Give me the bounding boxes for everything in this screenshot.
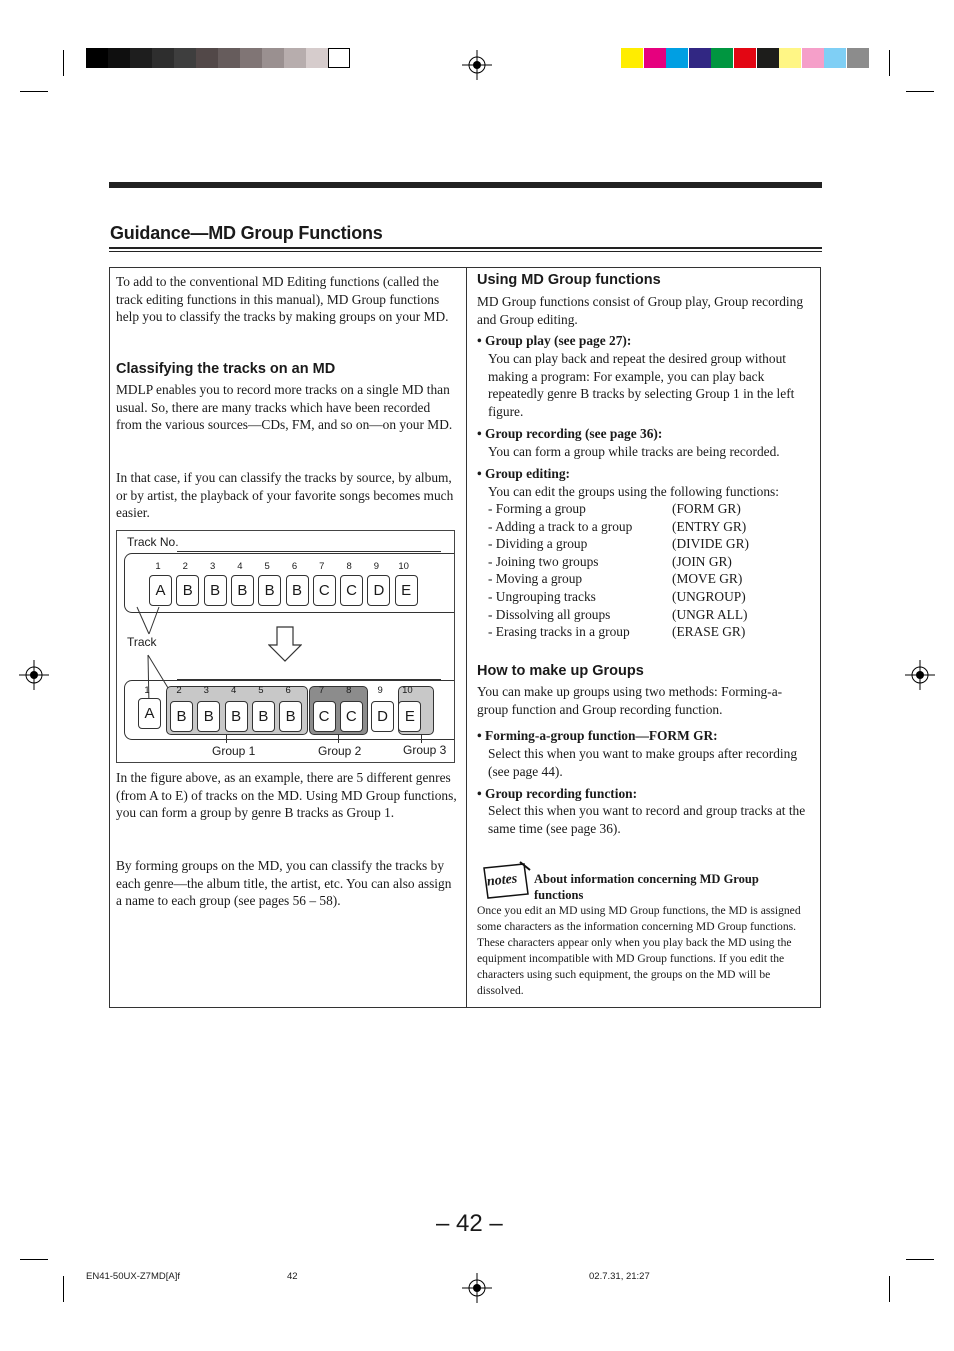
color-swatch bbox=[734, 48, 756, 68]
track-number: 2 bbox=[176, 685, 182, 696]
track-number: 4 bbox=[230, 685, 237, 696]
function-item bbox=[488, 518, 811, 536]
gray-swatch bbox=[152, 48, 174, 68]
using-intro: MD Group functions consist of Group play, Group recording and Group editing. bbox=[477, 294, 804, 327]
make-heading: How to make up Groups bbox=[477, 663, 644, 679]
track-number: 6 bbox=[285, 685, 291, 696]
footer-code: EN41-50UX-Z7MD[A]f bbox=[86, 1271, 180, 1282]
group-editing-title: • Group editing: bbox=[477, 466, 570, 481]
form-gr-body: Select this when you want to make groups after recording (see page 44). bbox=[488, 746, 798, 779]
color-swatch bbox=[757, 48, 779, 68]
color-swatch bbox=[666, 48, 688, 68]
track-cell: B bbox=[258, 575, 281, 606]
crop-mark bbox=[889, 50, 890, 76]
gray-swatch bbox=[174, 48, 196, 68]
function-item bbox=[488, 570, 811, 588]
track-number: 3 bbox=[209, 561, 216, 572]
track-number: 8 bbox=[346, 685, 352, 696]
gray-swatch bbox=[196, 48, 218, 68]
classify-paragraph-2: In that case, if you can classify the tracks by source, by album, or by artist, the playback of your favorite songs becomes much easier. bbox=[116, 470, 454, 521]
group-rec-function-title: • Group recording function: bbox=[477, 786, 638, 801]
down-arrow-icon bbox=[268, 626, 302, 662]
section-title: Guidance—MD Group Functions bbox=[110, 223, 383, 243]
title-underline-thin bbox=[109, 251, 822, 252]
track-cell: C bbox=[313, 701, 336, 732]
group-2-label: Group 2 bbox=[318, 744, 362, 758]
group-1-tick bbox=[226, 734, 227, 743]
function-code: (ENTRY GR) bbox=[672, 518, 747, 534]
function-code: (ERASE GR) bbox=[672, 624, 746, 640]
function-name: - Forming a group bbox=[488, 501, 586, 516]
gray-swatch bbox=[108, 48, 130, 68]
crop-mark bbox=[63, 50, 64, 76]
crop-mark bbox=[906, 91, 934, 92]
color-swatch bbox=[847, 48, 869, 68]
page-number: – 42 – bbox=[436, 1210, 503, 1237]
track-cell: D bbox=[367, 575, 390, 606]
function-name: - Adding a track to a group bbox=[488, 518, 633, 534]
registration-mark-icon bbox=[905, 660, 935, 690]
color-swatch bbox=[689, 48, 711, 68]
function-code: (UNGR ALL) bbox=[672, 606, 748, 622]
track-cell: C bbox=[313, 575, 336, 606]
track-cell: B bbox=[197, 701, 220, 732]
gray-swatch bbox=[284, 48, 306, 68]
color-swatch bbox=[779, 48, 801, 68]
intro-paragraph: To add to the conventional MD Editing functions (called the track editing functions in this manual), MD Group functions help you to classify the tracks by making groups on your MD. bbox=[116, 274, 449, 325]
color-swatch bbox=[711, 48, 733, 68]
function-name: - Erasing tracks in a group bbox=[488, 624, 630, 640]
column-divider bbox=[466, 267, 467, 1008]
group-1-label: Group 1 bbox=[212, 744, 256, 758]
track-cell: B bbox=[286, 575, 309, 606]
figure-paragraph-2: By forming groups on the MD, you can classify the tracks by each genre—the album title, the artist, etc. You can also assign a name to each group (see pages 56 – 58). bbox=[116, 858, 452, 909]
track-number: 1 bbox=[155, 561, 161, 572]
gray-swatch bbox=[240, 48, 262, 68]
track-number: 5 bbox=[258, 685, 264, 696]
function-item bbox=[488, 623, 811, 641]
gray-swatch bbox=[218, 48, 240, 68]
track-number: 8 bbox=[346, 561, 352, 572]
registration-mark-icon bbox=[19, 660, 49, 690]
gray-swatch bbox=[262, 48, 284, 68]
function-code: (FORM GR) bbox=[672, 501, 741, 516]
track-cell: B bbox=[170, 701, 193, 732]
gray-swatch bbox=[306, 48, 328, 68]
track-cell: B bbox=[279, 701, 302, 732]
track-number: 7 bbox=[318, 685, 325, 696]
function-name: - Dissolving all groups bbox=[488, 606, 611, 622]
function-name: - Ungrouping tracks bbox=[488, 588, 596, 604]
footer-timestamp: 02.7.31, 21:27 bbox=[589, 1271, 650, 1282]
registration-mark-icon bbox=[462, 1273, 492, 1303]
function-code: (DIVIDE GR) bbox=[672, 536, 749, 552]
track-cell: A bbox=[138, 698, 161, 729]
track-cell: B bbox=[176, 575, 199, 606]
track-number: 9 bbox=[373, 561, 380, 572]
title-underline bbox=[109, 247, 822, 249]
track-number: 7 bbox=[319, 561, 325, 572]
notes-title: About information concerning MD Group functions bbox=[534, 872, 759, 902]
track-number: 10 bbox=[398, 561, 409, 572]
track-cell: D bbox=[371, 701, 394, 732]
function-item bbox=[488, 535, 811, 553]
function-item bbox=[488, 553, 811, 571]
track-number: 5 bbox=[264, 561, 270, 572]
make-intro: You can make up groups using two methods: Forming-a-group function and Group recording function. bbox=[477, 684, 783, 717]
track-cell: E bbox=[398, 701, 421, 732]
group-recording-title: • Group recording (see page 36): bbox=[477, 426, 663, 441]
crop-mark bbox=[20, 1259, 48, 1260]
function-code: (JOIN GR) bbox=[672, 553, 732, 569]
header-thick-rule bbox=[109, 182, 822, 188]
function-name: - Moving a group bbox=[488, 571, 583, 587]
classify-heading: Classifying the tracks on an MD bbox=[116, 361, 336, 377]
color-swatch bbox=[824, 48, 846, 68]
group-recording-body: You can form a group while tracks are being recorded. bbox=[488, 444, 780, 459]
notes-body: Once you edit an MD using MD Group functions, the MD is assigned some characters as the information concerning MD Group functions. These characters appear only when you play back the MD using the equipment incompatible with MD Group functions. If you edit the characters using such equipment, the groups on the MD will be dissolved. bbox=[477, 904, 801, 997]
using-heading: Using MD Group functions bbox=[477, 272, 661, 288]
track-number: 4 bbox=[237, 561, 243, 572]
color-swatch bbox=[621, 48, 643, 68]
form-gr-title: • Forming-a-group function—FORM GR: bbox=[477, 728, 718, 743]
track-cell: C bbox=[340, 701, 363, 732]
track-no-label: Track No. bbox=[127, 535, 179, 549]
group-3-tick bbox=[421, 734, 422, 743]
track-cell: B bbox=[225, 701, 248, 732]
track-cell: E bbox=[395, 575, 418, 606]
group-diagram bbox=[116, 530, 455, 763]
notes-icon-text: notes bbox=[486, 871, 518, 890]
track-label: Track bbox=[127, 635, 157, 649]
track-cell: B bbox=[231, 575, 254, 606]
track-number: 2 bbox=[182, 561, 188, 572]
crop-mark bbox=[889, 1276, 890, 1302]
group-3-label: Group 3 bbox=[403, 743, 447, 757]
track-number: 10 bbox=[402, 685, 413, 696]
color-swatch bbox=[644, 48, 666, 68]
function-item bbox=[488, 606, 811, 624]
group-editing-body: You can edit the groups using the following functions: bbox=[488, 484, 779, 499]
gray-swatch bbox=[130, 48, 152, 68]
function-item bbox=[488, 588, 811, 606]
group-play-title: • Group play (see page 27): bbox=[477, 333, 632, 348]
function-name: - Joining two groups bbox=[488, 553, 599, 569]
track-number: 6 bbox=[291, 561, 298, 572]
notes-icon bbox=[480, 860, 532, 900]
function-item bbox=[488, 500, 811, 518]
footer-page: 42 bbox=[287, 1271, 298, 1282]
function-list bbox=[488, 500, 811, 641]
crop-mark bbox=[63, 1276, 64, 1302]
function-code: (MOVE GR) bbox=[672, 571, 743, 587]
track-number: 3 bbox=[203, 685, 209, 696]
gray-swatch bbox=[328, 48, 350, 68]
track-cell: C bbox=[340, 575, 363, 606]
group-2-tick bbox=[338, 734, 339, 743]
track-cell: B bbox=[252, 701, 275, 732]
function-name: - Dividing a group bbox=[488, 536, 588, 552]
classify-paragraph-1: MDLP enables you to record more tracks on a single MD than usual. So, there are many tracks which have been recorded from the various sources—CDs, FM, and so on—on your MD. bbox=[116, 382, 453, 433]
color-swatch bbox=[802, 48, 824, 68]
track-number: 1 bbox=[144, 685, 150, 696]
group-play-body: You can play back and repeat the desired group without making a program: For example, you can play back repeatedly genre B tracks by selecting Group 1 in the left figure. bbox=[488, 351, 795, 419]
track-cell: A bbox=[149, 575, 172, 606]
function-code: (UNGROUP) bbox=[672, 588, 746, 604]
gray-swatch bbox=[86, 48, 108, 68]
crop-mark bbox=[906, 1259, 934, 1260]
track-number: 9 bbox=[377, 685, 383, 696]
registration-mark-icon bbox=[462, 50, 492, 80]
crop-mark bbox=[20, 91, 48, 92]
group-rec-function-body: Select this when you want to record and group tracks at the same time (see page 36). bbox=[488, 803, 806, 836]
track-cell: B bbox=[204, 575, 227, 606]
figure-paragraph-1: In the figure above, as an example, there are 5 different genres (from A to E) of tracks on the MD. Using MD Group functions, you can form a group by genre B tracks as Group 1. bbox=[116, 770, 457, 821]
